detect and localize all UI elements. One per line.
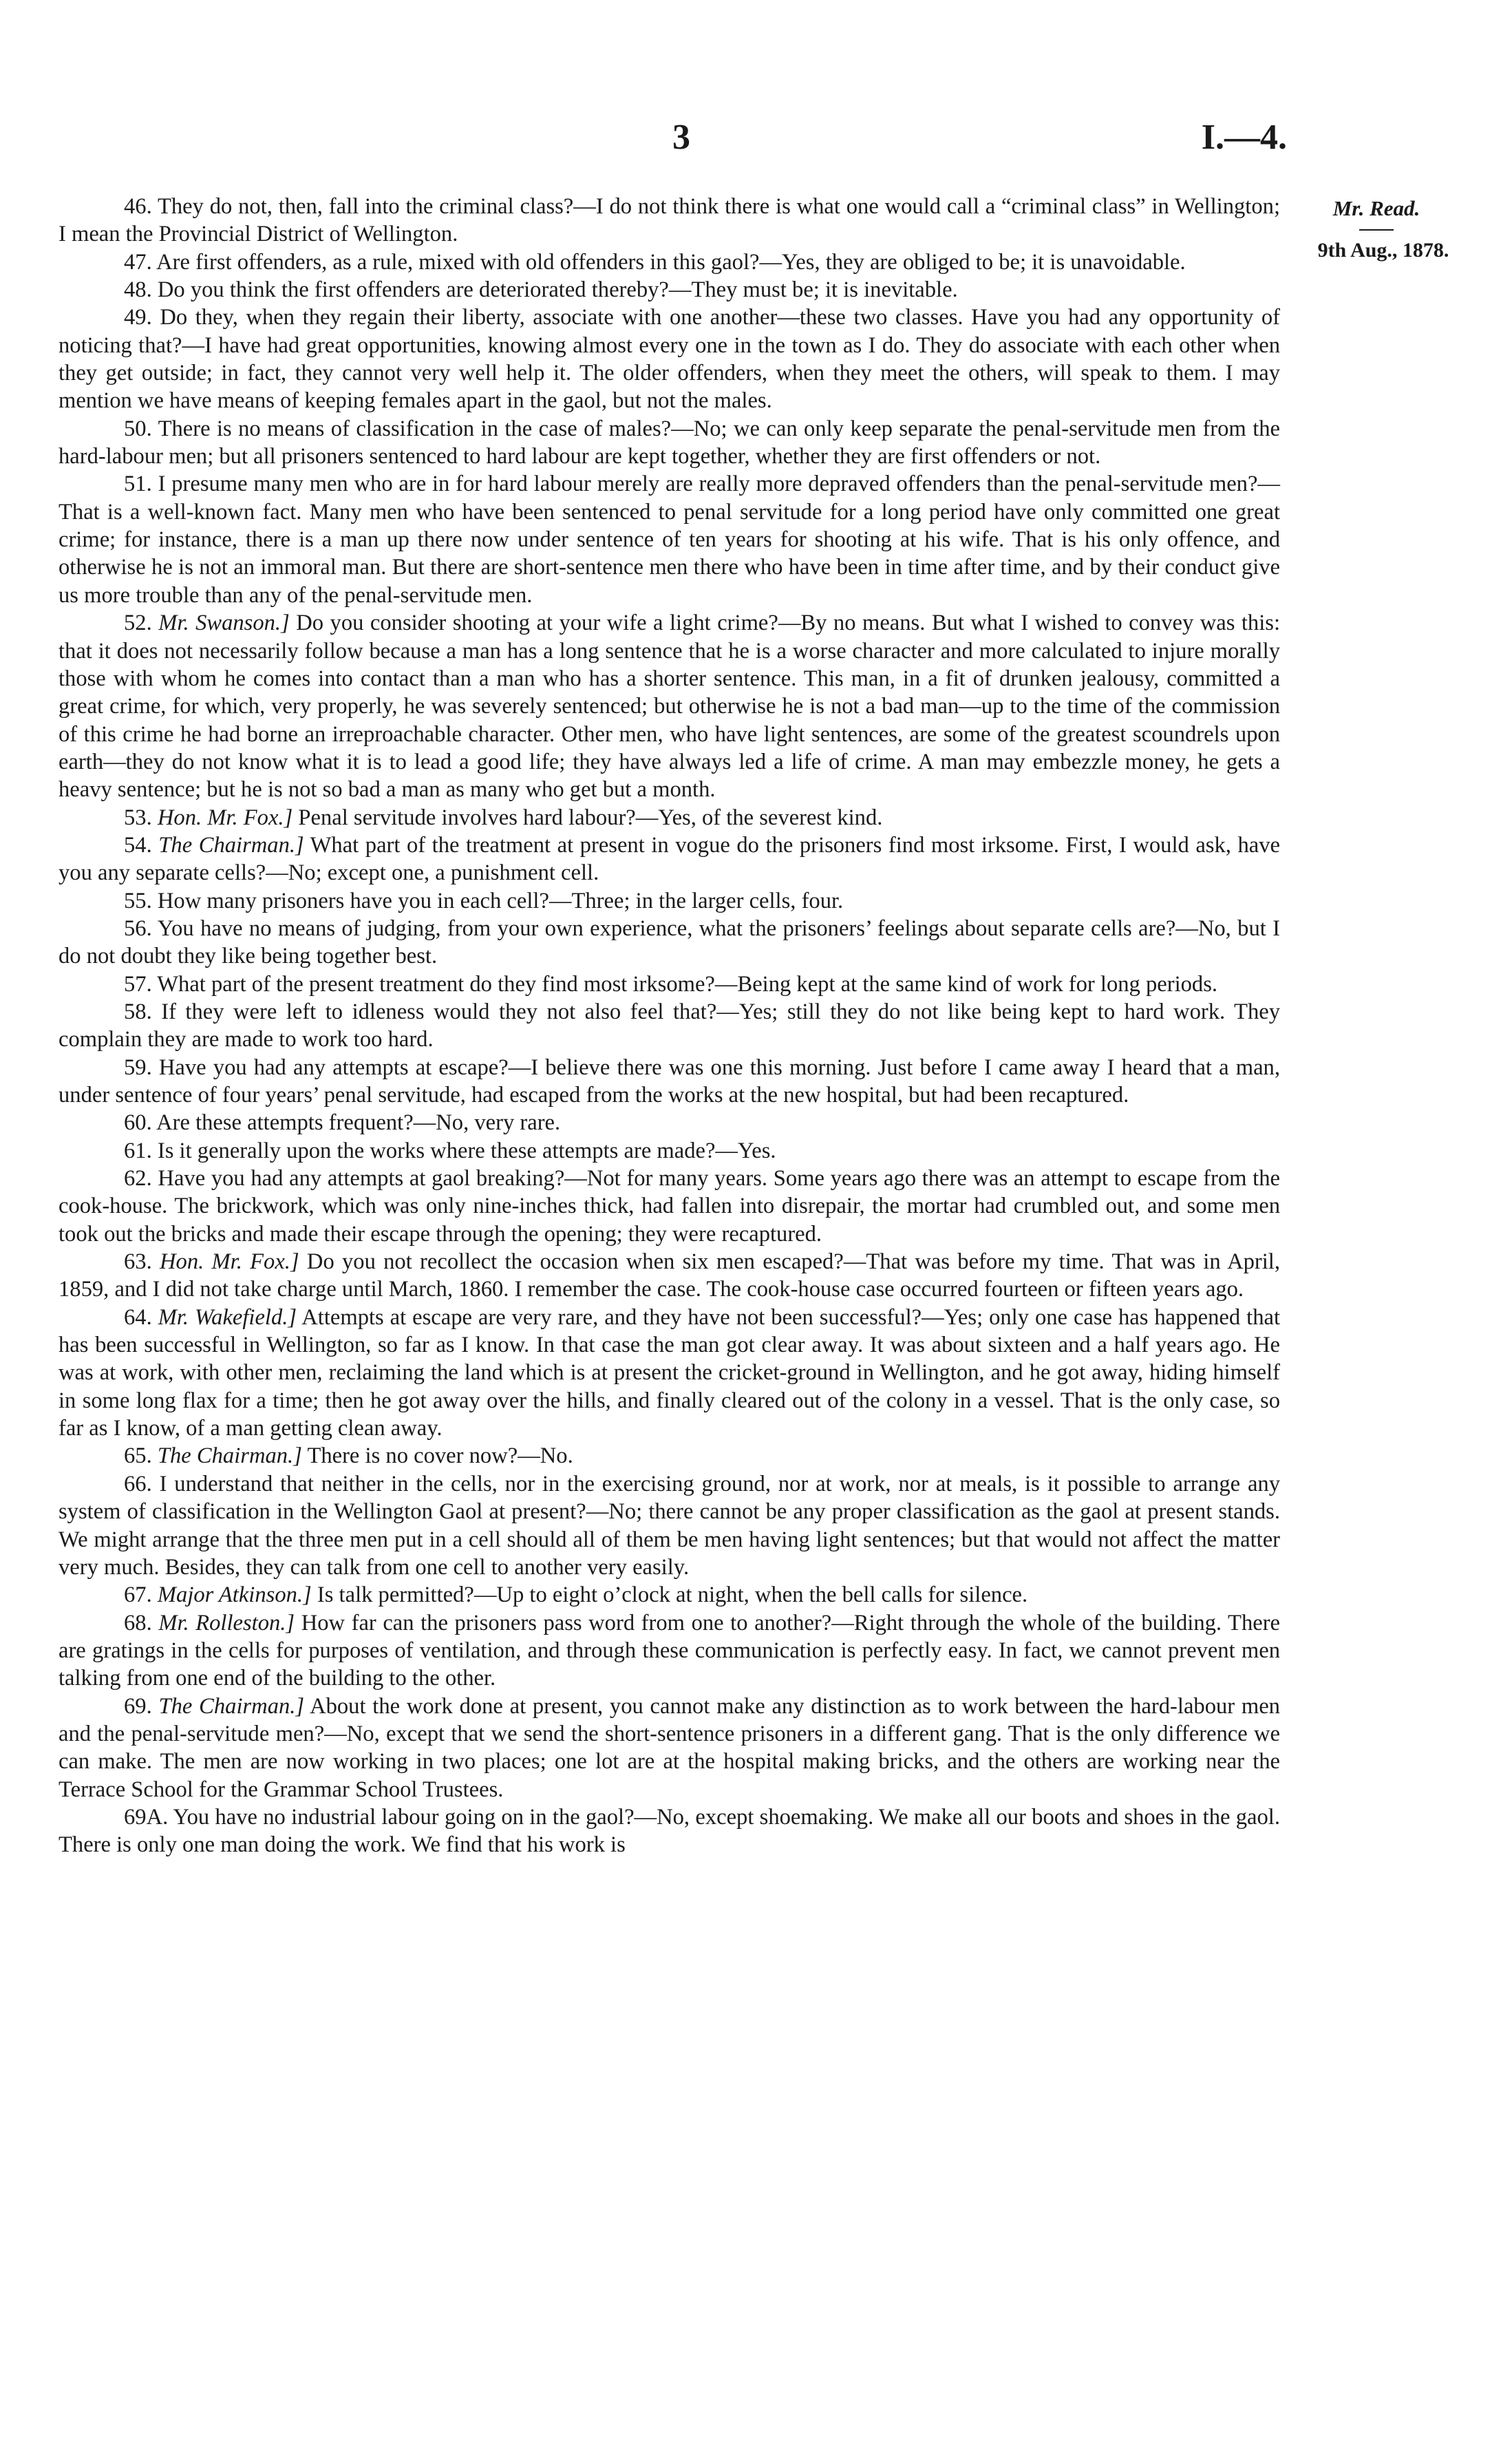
testimony-paragraph bbox=[58, 1581, 1280, 1609]
testimony-paragraph bbox=[58, 1109, 1280, 1136]
question-number: 50. bbox=[124, 416, 152, 441]
testimony-paragraph bbox=[58, 609, 1280, 803]
paragraph-text: What part of the treatment at present in vogue do the prisoners find most irksome. First, I would ask, have you any separate cells?—No; except one, a punishment cell. bbox=[58, 832, 1280, 886]
paragraph-text: I presume many men who are in for hard labour merely are really more depraved offenders than the penal-servitude men?—That is a well-known fact. Many men who have been sentenced to penal servitude for a long period have only committed one great crime; for instance, there is a man up there now under sentence of ten years for shooting at his wife. That is his only offence, and otherwise he is not an immoral man. But there are short-sentence men there who have been in time after time, and by their conduct give us more trouble than any of the penal-servitude men. bbox=[58, 472, 1280, 608]
question-number: 69. bbox=[124, 1693, 152, 1719]
testimony-body bbox=[58, 193, 1280, 1859]
paragraph-text: They do not, then, fall into the criminal class?—I do not think there is what one would call a “criminal class” in Wellington; I mean the Provincial District of Wellington. bbox=[58, 194, 1280, 247]
testimony-paragraph bbox=[58, 915, 1280, 971]
paragraph-text: You have no means of judging, from your own experience, what the prisoners’ feelings about separate cells are?—No, but I do not doubt they like being together best. bbox=[58, 915, 1280, 969]
paragraph-text: Penal servitude involves hard labour?—Yes, of the severest kind. bbox=[298, 805, 883, 830]
paragraph-text: How far can the prisoners pass word from one to another?—Right through the whole of the building. There are gratings in the cells for purposes of ventilation, and through these communication is perfectly easy. In fact, we cannot prevent men talking from one end of the building to the other. bbox=[58, 1610, 1281, 1691]
paragraph-text: You have no industrial labour going on in the gaol?—No, except shoemaking. We make all our boots and shoes in the gaol. There is only one man doing the work. We find that his work is bbox=[58, 1804, 1280, 1858]
testimony-paragraph bbox=[58, 998, 1280, 1054]
paragraph-text: Do you think the first offenders are deteriorated thereby?—They must be; it is inevitable. bbox=[157, 277, 958, 303]
question-number: 54. bbox=[124, 832, 152, 858]
question-number: 66. bbox=[124, 1471, 152, 1496]
testimony-paragraph bbox=[58, 1137, 1280, 1165]
paragraph-text: What part of the present treatment do they find most irksome?—Being kept at the same kind of work for long periods. bbox=[157, 971, 1218, 997]
testimony-paragraph bbox=[58, 1693, 1280, 1803]
testimony-paragraph bbox=[58, 1803, 1280, 1859]
paragraph-text: Is it generally upon the works where these attempts are made?—Yes. bbox=[157, 1138, 776, 1163]
speaker-name: Hon. Mr. Fox.] bbox=[160, 1249, 299, 1275]
speaker-name: Hon. Mr. Fox.] bbox=[157, 805, 293, 830]
paragraph-text: Have you had any attempts at escape?—I believe there was one this morning. Just before I came away I heard that a man, under sentence of four years’ penal servitude, had escaped from the works at the new hospital, but had been recaptured. bbox=[58, 1055, 1280, 1108]
testimony-paragraph bbox=[58, 248, 1280, 276]
speaker-name: The Chairman.] bbox=[158, 832, 304, 858]
question-number: 63. bbox=[124, 1249, 152, 1275]
question-number: 48. bbox=[124, 277, 152, 303]
paragraph-text: Do they, when they regain their liberty, associate with one another—these two classes. Have you had any opportunity of noticing that?—I have had great opportunities, knowing almost every one in the town as I do. They do associate with each other when they get outside; in fact, they cannot very well help it. The older offenders, when they meet the others, will speak to them. I may mention we have means of keeping females apart in the gaol, but not the males. bbox=[58, 305, 1280, 414]
margin-date: 9th Aug., 1878. bbox=[1317, 239, 1449, 262]
testimony-paragraph bbox=[58, 276, 1280, 304]
question-number: 65. bbox=[124, 1443, 152, 1469]
paragraph-text: Are these attempts frequent?—No, very rare. bbox=[156, 1110, 561, 1136]
testimony-paragraph bbox=[58, 415, 1280, 471]
paragraph-text: About the work done at present, you cannot make any distinction as to work between the hard-labour men and the penal-servitude men?—No, except that we send the short-sentence prisoners in a different gang. That is the only difference we can make. The men are now working in two places; one lot are at the hospital making bricks, and the others are working near the Terrace School for the Grammar School Trustees. bbox=[58, 1693, 1280, 1802]
question-number: 55. bbox=[124, 888, 152, 913]
margin-rule bbox=[1359, 229, 1394, 231]
question-number: 53. bbox=[124, 805, 152, 830]
paragraph-text: Do you consider shooting at your wife a light crime?—By no means. But what I wished to convey was this: that it does not necessarily follow because a man has a long sentence that he is a worse character and more calculated to injure morally those with whom he comes into contact than a man who has a shorter sentence. This man, in a fit of drunken jealousy, committed a great crime, for which, very properly, he was severely sentenced; but otherwise he is not a bad man—up to the time of the commission of this crime he had borne an irreproachable character. Other men, who have light sentences, are some of the greatest scoundrels upon earth—they do not know what it is to lead a good life; they have always led a life of crime. A man may embezzle money, he gets a heavy sentence; but he is not so bad a man as many who get but a month. bbox=[58, 611, 1280, 803]
paragraph-text: Attempts at escape are very rare, and they have not been successful?—Yes; only one case has happened that has been successful in Wellington, so far as I know. In that case the man got clear away. It was about sixteen and a half years ago. He was at work, with other men, reclaiming the land which is at present the cricket-ground in Wellington, and he got away, hiding himself in some long flax for a time; then he got away over the hills, and finally cleared out of the colony in a vessel. That is the only case, so far as I know, of a man getting clean away. bbox=[58, 1304, 1280, 1441]
speaker-name: Mr. Swanson.] bbox=[158, 611, 290, 636]
paragraph-text: Do you not recollect the occasion when six men escaped?—That was before my time. That was in April, 1859, and I did not take charge until March, 1860. I remember the case. The cook-house case occurred fourteen or fifteen years ago. bbox=[58, 1249, 1281, 1302]
paragraph-text: There is no means of classification in the case of males?—No; we can only keep separate the penal-servitude men from the hard-labour men; but all prisoners sentenced to hard labour are kept together, whether they are first offenders or not. bbox=[58, 416, 1280, 469]
question-number: 60. bbox=[124, 1110, 152, 1136]
paragraph-text: Have you had any attempts at gaol breaking?—Not for many years. Some years ago there was an attempt to escape from the cook-house. The brickwork, which was only nine-inches thick, had fallen into disrepair, the mortar had crumbled out, and some men took out the bricks and made their escape through the opening; they were recaptured. bbox=[58, 1166, 1280, 1247]
question-number: 56. bbox=[124, 915, 152, 941]
question-number: 61. bbox=[124, 1138, 152, 1163]
question-number: 49. bbox=[124, 305, 152, 330]
speaker-name: The Chairman.] bbox=[157, 1443, 302, 1469]
testimony-paragraph bbox=[58, 304, 1280, 414]
paragraph-text: I understand that neither in the cells, nor in the exercising ground, nor at work, nor at meals, is it possible to arrange any system of classification in the Wellington Gaol at present?—No; there cannot be any proper classification as the gaol at present stands. We might arrange that the three men put in a cell should all of them be men having light sentences; but that would not affect the matter very much. Besides, they can talk from one cell to another very easily. bbox=[58, 1471, 1280, 1580]
testimony-paragraph bbox=[58, 831, 1280, 887]
speaker-name: Mr. Rolleston.] bbox=[158, 1610, 295, 1635]
testimony-paragraph bbox=[58, 1054, 1280, 1110]
testimony-paragraph bbox=[58, 971, 1280, 998]
question-number: 47. bbox=[124, 249, 152, 275]
question-number: 69A. bbox=[124, 1804, 169, 1830]
paragraph-text: How many prisoners have you in each cell?—Three; in the larger cells, four. bbox=[157, 888, 844, 913]
document-code: I.—4. bbox=[1201, 118, 1287, 157]
testimony-paragraph bbox=[58, 1609, 1280, 1693]
testimony-paragraph bbox=[58, 1470, 1280, 1581]
question-number: 67. bbox=[124, 1582, 152, 1608]
paragraph-text: There is no cover now?—No. bbox=[307, 1443, 573, 1469]
question-number: 51. bbox=[124, 472, 152, 497]
testimony-paragraph bbox=[58, 804, 1280, 831]
testimony-paragraph bbox=[58, 470, 1280, 609]
speaker-name: Major Atkinson.] bbox=[157, 1582, 312, 1608]
question-number: 59. bbox=[124, 1055, 152, 1080]
question-number: 52. bbox=[124, 611, 152, 636]
paragraph-text: Is talk permitted?—Up to eight o’clock at night, when the bell calls for silence. bbox=[317, 1582, 1028, 1608]
question-number: 64. bbox=[124, 1304, 152, 1330]
testimony-paragraph bbox=[58, 1304, 1280, 1443]
speaker-name: The Chairman.] bbox=[158, 1693, 305, 1719]
speaker-name: Mr. Wakefield.] bbox=[158, 1304, 297, 1330]
question-number: 62. bbox=[124, 1166, 152, 1191]
question-number: 58. bbox=[124, 999, 152, 1024]
testimony-paragraph bbox=[58, 1165, 1280, 1248]
question-number: 57. bbox=[124, 971, 152, 997]
paragraph-text: Are first offenders, as a rule, mixed with old offenders in this gaol?—Yes, they are obliged to be; it is unavoidable. bbox=[156, 249, 1186, 275]
testimony-paragraph bbox=[58, 1442, 1280, 1470]
paragraph-text: If they were left to idleness would they not also feel that?—Yes; still they do not like being kept to hard work. They complain they are made to work too hard. bbox=[58, 999, 1280, 1052]
question-number: 46. bbox=[124, 194, 152, 219]
question-number: 68. bbox=[124, 1610, 152, 1635]
testimony-paragraph bbox=[58, 193, 1280, 248]
page-number: 3 bbox=[672, 118, 690, 157]
margin-witness-name: Mr. Read. bbox=[1332, 196, 1420, 220]
testimony-paragraph bbox=[58, 887, 1280, 915]
testimony-paragraph bbox=[58, 1248, 1280, 1304]
